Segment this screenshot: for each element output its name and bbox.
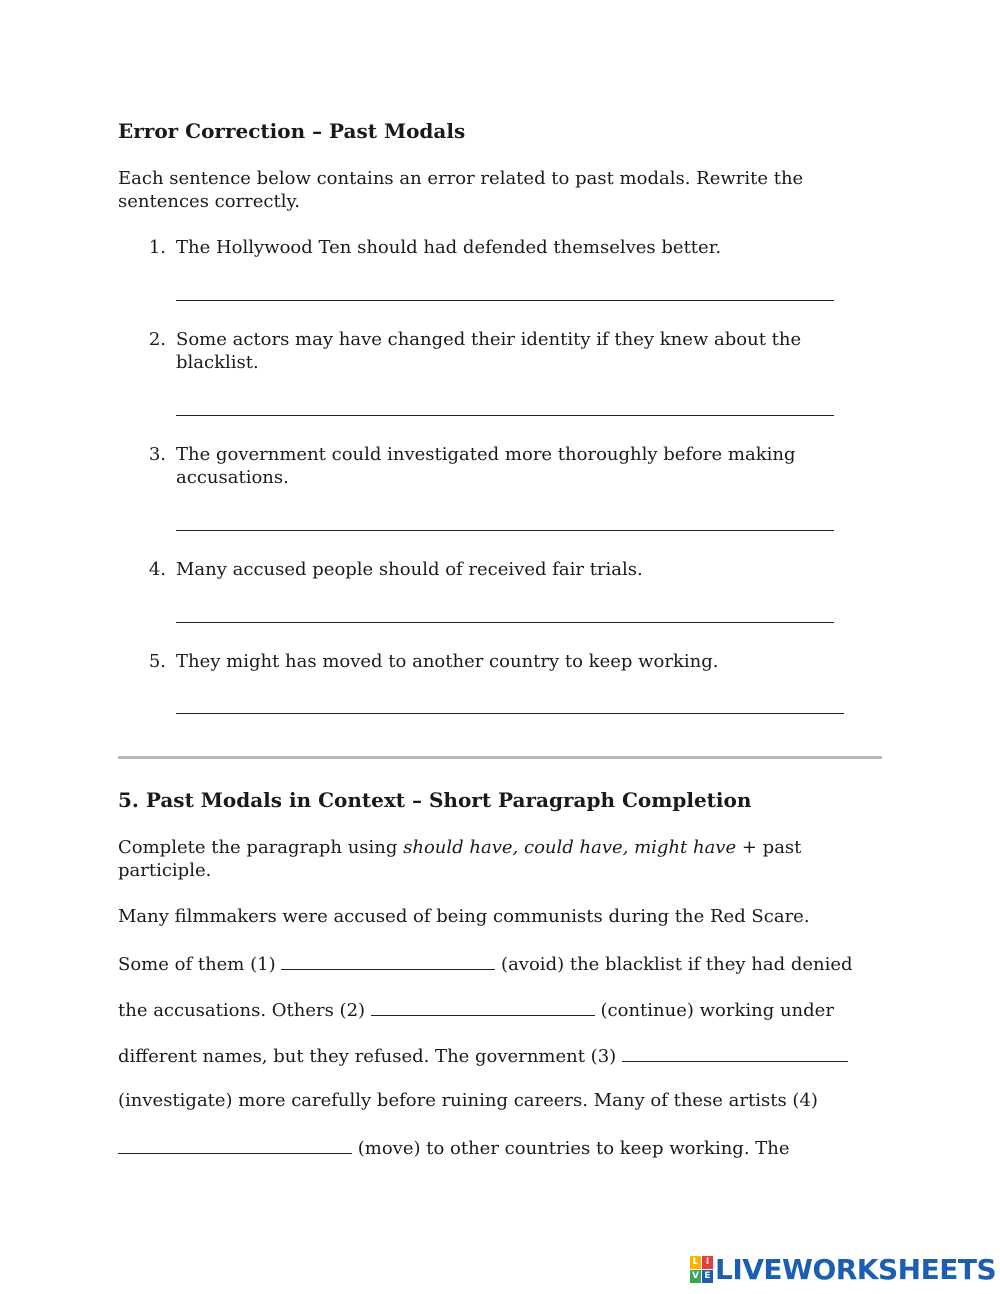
paragraph-line	[118, 951, 853, 976]
blank-input-3[interactable]	[622, 1033, 852, 1059]
question-text: Many accused people should of received fair trials.	[176, 559, 643, 580]
paragraph-line: (investigate) more carefully before ruining careers. Many of these artists (4)	[118, 1090, 818, 1111]
logo-text: LIVEWORKSHEETS	[715, 1252, 997, 1286]
paragraph-text: (continue) working under	[594, 1000, 834, 1021]
blank-input-4[interactable]	[118, 1125, 356, 1151]
answer-line	[176, 713, 844, 714]
paragraph-text: Some of them (1)	[118, 954, 282, 975]
question-text: The government could investigated more thoroughly before making accusations.	[176, 444, 796, 488]
blank-4	[118, 1135, 352, 1154]
paragraph-text: (avoid) the blacklist if they had denied	[495, 954, 853, 975]
paragraph-line	[118, 1135, 790, 1160]
paragraph-text: (move) to other countries to keep working. The	[352, 1138, 790, 1159]
question-text: Some actors may have changed their identity if they knew about the blacklist.	[176, 329, 802, 373]
answer-input-3[interactable]	[176, 503, 838, 529]
question-number: 2.	[148, 329, 166, 350]
section-1-title: Error Correction – Past Modals	[118, 119, 466, 143]
blank-input-2[interactable]	[371, 987, 599, 1013]
question-number: 3.	[148, 444, 166, 465]
blank-3	[622, 1043, 848, 1062]
blank-input-1[interactable]	[281, 941, 499, 967]
section-2-instructions	[118, 836, 848, 882]
instructions-text: Complete the paragraph using	[118, 837, 404, 858]
logo-mark-icon	[690, 1256, 713, 1283]
question-number: 4.	[148, 559, 166, 580]
paragraph-line	[118, 997, 834, 1022]
paragraph-line	[118, 1043, 848, 1068]
answer-line	[176, 415, 834, 416]
logo-mark-letter: I	[702, 1256, 713, 1269]
question-number: 5.	[148, 651, 166, 672]
answer-input-4[interactable]	[176, 595, 838, 621]
question-text: The Hollywood Ten should had defended themselves better.	[176, 237, 722, 258]
logo-mark-letter: E	[702, 1270, 713, 1283]
question-number: 1.	[148, 237, 166, 258]
logo-mark-letter: L	[690, 1256, 701, 1269]
instructions-text-end: + past participle.	[118, 837, 802, 881]
answer-line	[176, 530, 834, 531]
answer-input-2[interactable]	[176, 388, 838, 414]
answer-line	[176, 300, 834, 301]
instructions-modals: should have, could have, might have	[403, 837, 737, 858]
liveworksheets-logo	[690, 1254, 996, 1284]
blank-2	[371, 997, 595, 1016]
section-2-title: 5. Past Modals in Context – Short Paragraph Completion	[118, 788, 752, 812]
paragraph-text: different names, but they refused. The government (3)	[118, 1046, 622, 1067]
logo-mark-letter: V	[690, 1270, 701, 1283]
answer-input-1[interactable]	[176, 273, 838, 299]
answer-input-5[interactable]	[176, 686, 848, 712]
blank-1	[281, 951, 495, 970]
paragraph-text: the accusations. Others (2)	[118, 1000, 371, 1021]
section-divider	[118, 756, 882, 759]
paragraph-line: Many filmmakers were accused of being communists during the Red Scare.	[118, 906, 810, 927]
answer-line	[176, 622, 834, 623]
question-text: They might has moved to another country to keep working.	[176, 651, 719, 672]
section-1-instructions: Each sentence below contains an error related to past modals. Rewrite the sentences correctly.	[118, 168, 804, 212]
